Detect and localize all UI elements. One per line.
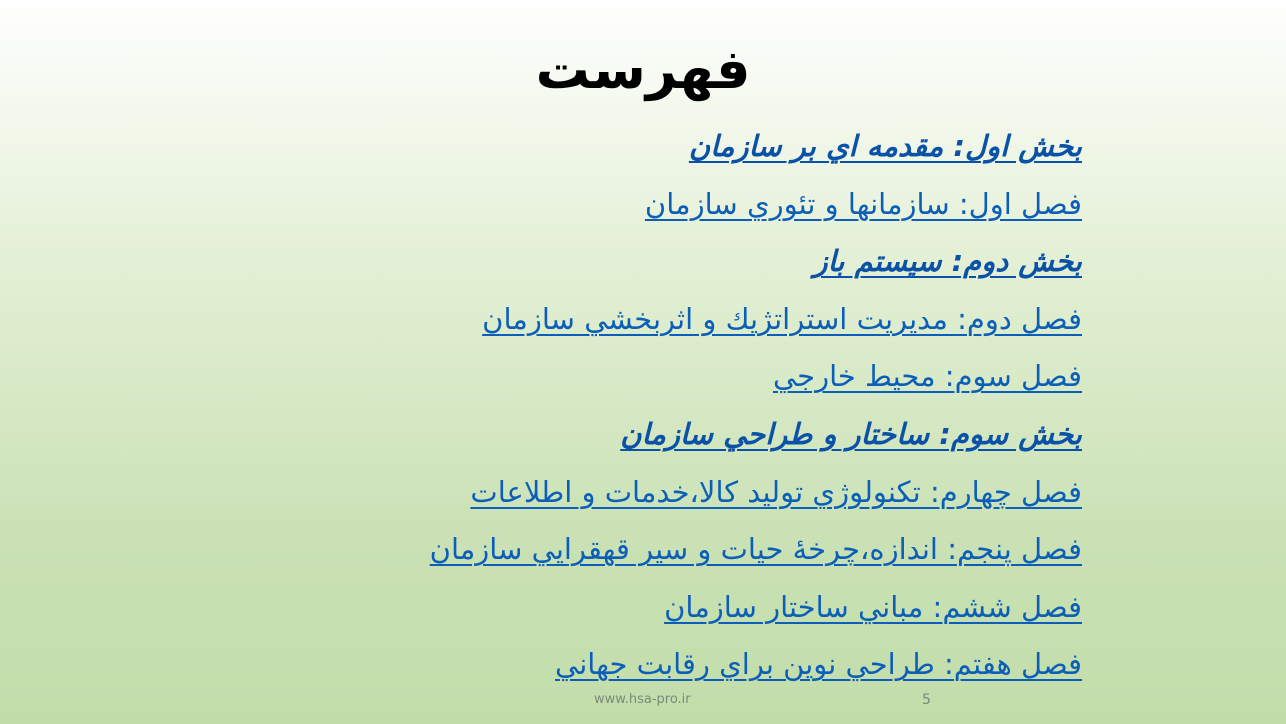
page-number: 5 bbox=[922, 692, 931, 708]
toc-item-chapter-4 bbox=[322, 466, 1082, 524]
toc-link-part-1[interactable]: بخش اول: مقدمه اي بر سازمان bbox=[688, 129, 1082, 163]
toc-item-chapter-2 bbox=[322, 293, 1082, 351]
slide-title: فهرست bbox=[535, 38, 751, 101]
toc-link-chapter-4[interactable]: فصل چهارم: تكنولوژي توليد كالا،خدمات و اطلاعات bbox=[470, 474, 1082, 509]
toc-item-chapter-6 bbox=[322, 581, 1082, 639]
toc-link-chapter-7[interactable]: فصل هفتم: طراحي نوين براي رقابت جهاني bbox=[555, 647, 1082, 682]
footer-url: www.hsa-pro.ir bbox=[594, 692, 691, 707]
toc-link-chapter-6[interactable]: فصل ششم: مباني ساختار سازمان bbox=[664, 589, 1082, 624]
toc-link-part-2[interactable]: بخش دوم: سيستم باز bbox=[813, 244, 1082, 279]
toc-item-chapter-7 bbox=[322, 638, 1082, 696]
toc-item-part-3 bbox=[322, 408, 1082, 466]
toc-item-chapter-5 bbox=[322, 523, 1082, 581]
toc-link-chapter-2[interactable]: فصل دوم: مديريت استراتژيك و اثربخشي سازمان bbox=[482, 301, 1082, 336]
toc-link-chapter-3[interactable]: فصل سوم: محيط خارجي bbox=[772, 359, 1082, 394]
table-of-contents bbox=[322, 120, 1082, 696]
toc-item-part-1 bbox=[322, 120, 1082, 178]
toc-item-part-2 bbox=[322, 235, 1082, 293]
toc-link-chapter-1[interactable]: فصل اول: سازمانها و تئوري سازمان bbox=[644, 186, 1082, 221]
toc-link-part-3[interactable]: بخش سوم: ساختار و طراحي سازمان bbox=[620, 416, 1082, 451]
toc-item-chapter-1 bbox=[322, 178, 1082, 236]
toc-item-chapter-3 bbox=[322, 350, 1082, 408]
toc-link-chapter-5[interactable]: فصل پنجم: اندازه،چرخۀ حيات و سير قهقرايي سازمان bbox=[429, 532, 1082, 567]
